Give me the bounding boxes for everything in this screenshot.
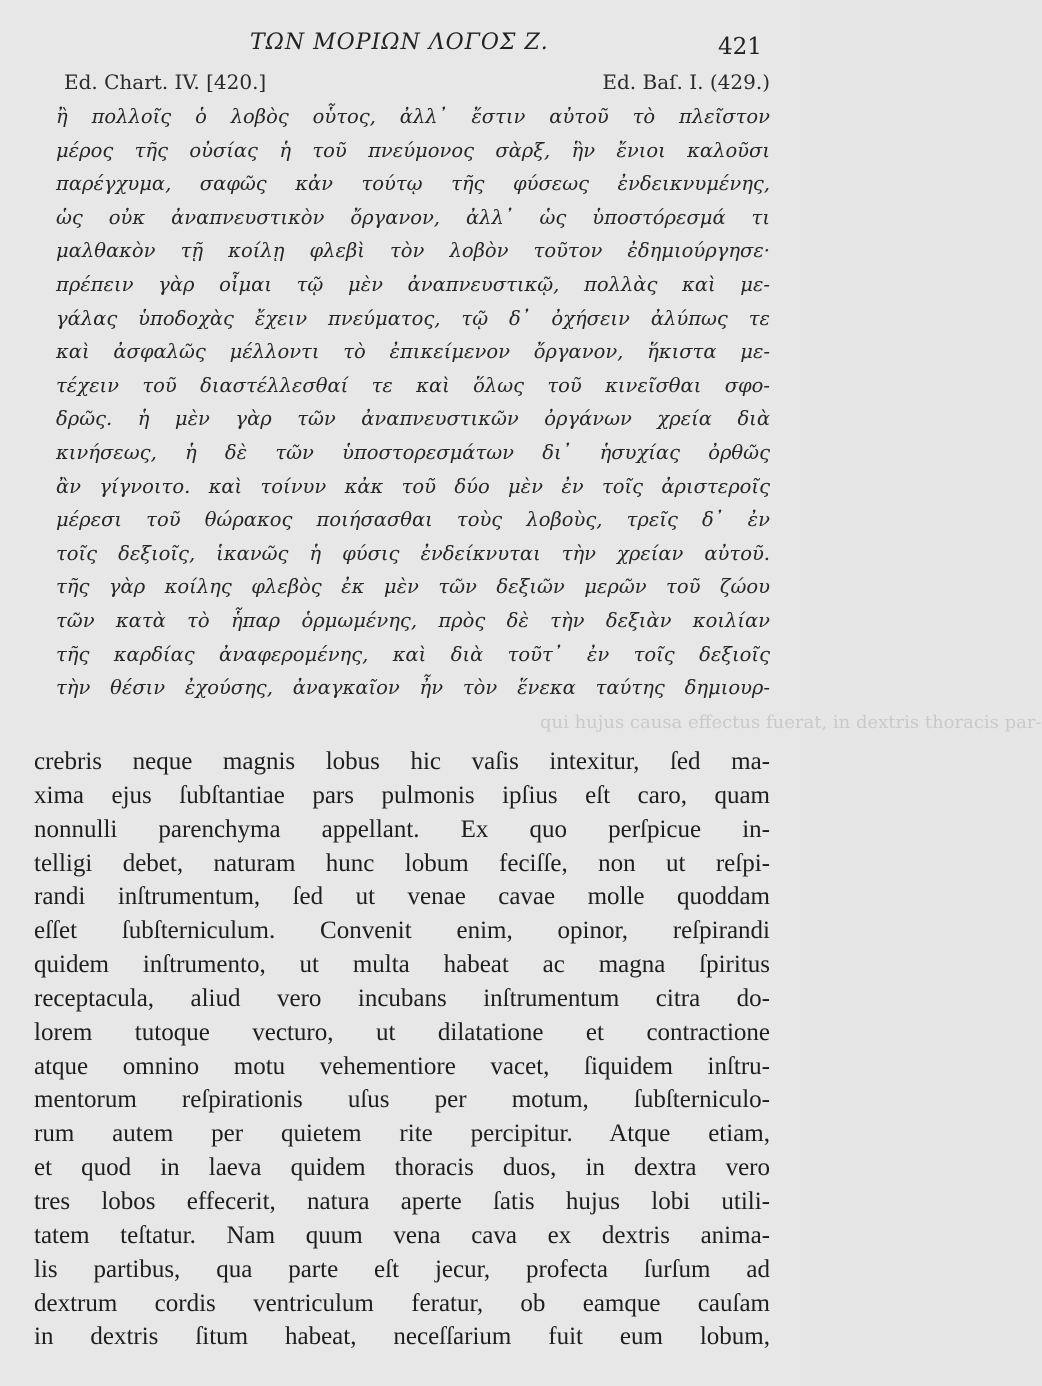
- latin-line: eſſet ſubſterniculum. Convenit enim, opinor, reſpirandi: [34, 917, 770, 945]
- greek-line: ἂν γίγνοιτο. καὶ τοίνυν κἀκ τοῦ δύο μὲν ἐν τοῖς ἀριστεροῖς: [56, 474, 770, 498]
- latin-line: receptacula, aliud vero incubans inſtrumentum citra do-: [34, 984, 770, 1012]
- latin-line: crebris neque magnis lobus hic vaſis intexitur, ſed ma-: [34, 748, 770, 775]
- greek-line: ἢ πολλοῖς ὁ λοβὸς οὗτος, ἀλλ᾽ ἔστιν αὐτοῦ τὸ πλεῖστον: [56, 105, 770, 128]
- greek-line: τὴν θέσιν ἐχούσης, ἀναγκαῖον ἦν τὸν ἕνεκα ταύτης δημιουρ-: [56, 676, 770, 700]
- greek-line: τῆς καρδίας ἀναφερομένης, καὶ διὰ τοῦτ᾽ ἐν τοῖς δεξιοῖς: [56, 642, 770, 666]
- latin-line: dextrum cordis ventriculum feratur, ob eamque cauſam: [34, 1289, 770, 1317]
- greek-line: τῶν κατὰ τὸ ἧπαρ ὁρμωμένης, πρὸς δὲ τὴν δεξιὰν κοιλίαν: [56, 608, 770, 632]
- greek-line: τοῖς δεξιοῖς, ἱκανῶς ἡ φύσις ἐνδείκνυται τὴν χρείαν αὐτοῦ.: [56, 541, 770, 565]
- latin-line: lorem tutoque vecturo, ut dilatatione et contractione: [34, 1018, 770, 1046]
- greek-line: μαλθακὸν τῇ κοίλῃ φλεβὶ τὸν λοβὸν τοῦτον ἐδημιούργησε·: [56, 239, 770, 263]
- greek-line: τέχειν τοῦ διαστέλλεσθαί τε καὶ ὅλως τοῦ κινεῖσθαι σφο-: [56, 373, 770, 397]
- greek-line: μέρος τῆς οὐσίας ἡ τοῦ πνεύμονος σὰρξ, ἣν ἔνιοι καλοῦσι: [56, 138, 770, 162]
- latin-line: atque omnino motu vehementiore vacet, ſiquidem inſtru-: [34, 1052, 770, 1080]
- latin-text-block: [34, 745, 770, 1354]
- latin-line: tatem teſtatur. Nam quum vena cava ex dextris anima-: [34, 1221, 770, 1249]
- running-title: ΤΩΝ ΜΟΡΙΩΝ ΛΟΓΟΣ Ζ.: [250, 30, 549, 55]
- edition-ref-chartier: Ed. Chart. IV. [420.]: [64, 70, 267, 94]
- latin-line: in dextris ſitum habeat, neceſſarium fuit eum lobum,: [34, 1323, 770, 1351]
- latin-line: xima ejus ſubſtantiae pars pulmonis ipſius eſt caro, quam: [34, 781, 770, 809]
- running-head: [0, 24, 800, 64]
- latin-line: tres lobos effecerit, natura aperte ſatis hujus lobi utili-: [34, 1187, 770, 1215]
- greek-line: μέρεσι τοῦ θώρακος ποιήσασθαι τοὺς λοβοὺς, τρεῖς δ᾽ ἐν: [56, 508, 770, 532]
- greek-text-block: [56, 100, 770, 705]
- greek-line: καὶ ἀσφαλῶς μέλλοντι τὸ ἐπικείμενον ὄργανον, ἥκιστα με-: [56, 340, 770, 364]
- latin-line: telligi debet, naturam hunc lobum feciſſe, non ut reſpi-: [34, 849, 770, 877]
- page-number: 421: [718, 34, 762, 60]
- greek-line: κινήσεως, ἡ δὲ τῶν ὑποστορεσμάτων δι᾽ ἡσυχίας ὀρθῶς: [56, 440, 770, 464]
- latin-line: mentorum reſpirationis uſus per motum, ſubſterniculo-: [34, 1086, 770, 1114]
- greek-line: τῆς γὰρ κοίλης φλεβὸς ἐκ μὲν τῶν δεξιῶν μερῶν τοῦ ζώου: [56, 575, 770, 599]
- latin-line: lis partibus, qua parte eſt jecur, profecta ſurſum ad: [34, 1255, 770, 1283]
- edition-references: [64, 70, 770, 100]
- greek-line: πρέπειν γὰρ οἶμαι τῷ μὲν ἀναπνευστικῷ, πολλὰς καὶ με-: [56, 272, 770, 296]
- edition-ref-basel: Ed. Baſ. I. (429.): [602, 70, 770, 94]
- latin-line: et quod in laeva quidem thoracis duos, in dextra vero: [34, 1154, 770, 1182]
- latin-line: quidem inſtrumento, ut multa habeat ac magna ſpiritus: [34, 951, 770, 979]
- greek-line: δρῶς. ἡ μὲν γὰρ τῶν ἀναπνευστικῶν ὀργάνων χρεία διὰ: [56, 407, 770, 431]
- greek-line: γάλας ὑποδοχὰς ἔχειν πνεύματος, τῷ δ᾽ ὀχήσειν ἀλύπως τε: [56, 306, 770, 330]
- greek-line: παρέγχυμα, σαφῶς κἀν τούτῳ τῆς φύσεως ἐνδεικνυμένης,: [56, 172, 770, 196]
- bleed-through-text: qui hujus causa effectus fuerat, in dextris thoracis par-: [540, 712, 1042, 733]
- latin-line: nonnulli parenchyma appellant. Ex quo perſpicue in-: [34, 815, 770, 843]
- greek-line: ὡς οὐκ ἀναπνευστικὸν ὄργανον, ἀλλ᾽ ὡς ὑποστόρεσμά τι: [56, 205, 770, 229]
- latin-line: randi inſtrumentum, ſed ut venae cavae molle quoddam: [34, 883, 770, 911]
- latin-line: rum autem per quietem rite percipitur. Atque etiam,: [34, 1120, 770, 1148]
